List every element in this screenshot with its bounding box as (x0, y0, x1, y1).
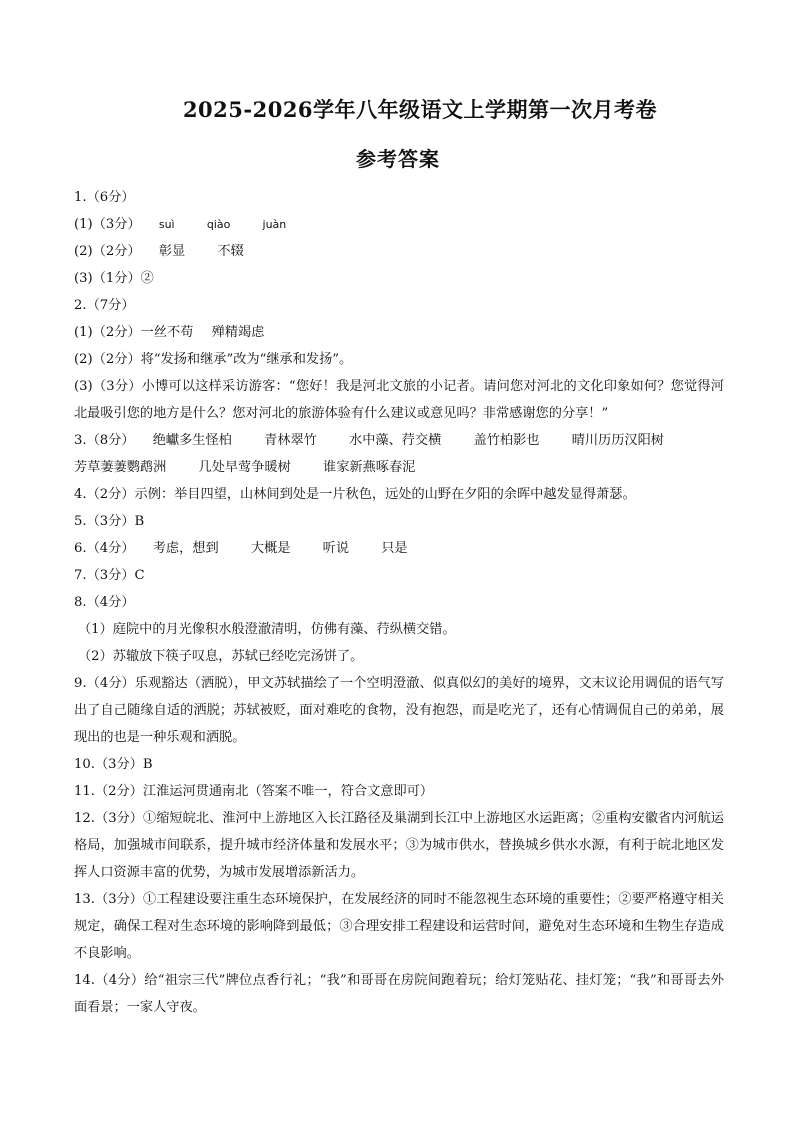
q1-part2-answer-1: 彰显 (158, 244, 186, 259)
q3-answer-2: 青林翠竹 (264, 433, 317, 448)
q8-part2: （2）苏辙放下筷子叹息，苏轼已经吃完汤饼了。 (78, 649, 364, 664)
q6-answer-4: 只是 (381, 541, 408, 556)
q1-part2-label: (2)（2分） (74, 244, 141, 259)
q2-part2: (2)（2分）将“发扬和继承”改为“继承和发扬”。 (74, 352, 353, 367)
q3-answer-6: 芳草萋萋鹦鹉洲 (74, 460, 167, 475)
q3-answer-1: 绝巘多生怪柏 (152, 433, 232, 448)
q10-answer: 10.（3分）B (74, 757, 153, 772)
q1-pinyin-1: suì (158, 218, 175, 231)
answer-list (74, 184, 724, 1021)
q1-heading: 1.（6分） (74, 190, 135, 205)
q3-answer-4: 盖竹柏影也 (473, 433, 540, 448)
q3-answer-7: 几处早莺争暖树 (198, 460, 291, 475)
q7-answer: 7.（3分）C (74, 568, 145, 583)
q1-part2-answer-2: 不辍 (217, 244, 244, 259)
q2-part1 (74, 319, 724, 346)
q2-heading: 2.（7分） (74, 298, 135, 313)
q8-part1: （1）庭院中的月光像积水般澄澈清明，仿佛有藻、荇纵横交错。 (78, 622, 456, 637)
q9-answer: 9.（4分）乐观豁达（洒脱），甲文苏轼描绘了一个空明澄澈、似真似幻的美好的境界，文末议论用调侃的语气写出了自己随缘自适的洒脱；苏轼被贬，面对难吃的食物，没有抱怨，而是吃光了，还有心情调侃自己的弟弟，展现出的也是一种乐观和洒脱。 (74, 676, 724, 745)
q6-heading: 6.（4分） (74, 541, 135, 556)
q6-answer-1: 考虑，想到 (152, 541, 219, 556)
page-subtitle: 参考答案 (356, 147, 440, 171)
q3-answer-3: 水中藻、荇交横 (349, 433, 442, 448)
q1-pinyin-3: juàn (262, 218, 287, 231)
q3-line-2 (74, 454, 724, 481)
q1-pinyin-2: qiào (206, 218, 231, 231)
q11-answer: 11.（2分）江淮运河贯通南北（答案不唯一，符合文意即可） (74, 784, 434, 799)
q2-part1-label: (1)（2分）一丝不苟 (74, 325, 194, 340)
q1-part3: (3)（1分）② (74, 271, 154, 286)
q1-part1 (74, 211, 724, 238)
q3-answer-5: 晴川历历汉阳树 (571, 433, 664, 448)
q8-heading: 8.（4分） (74, 595, 135, 610)
q6-answer-3: 听说 (322, 541, 350, 556)
q2-part1-answer-2: 殚精竭虑 (211, 325, 265, 340)
q4-answer: 4.（2分）示例：举目四望，山林间到处是一片秋色，远处的山野在夕阳的余晖中越发显得萧瑟。 (74, 487, 636, 502)
q3-answer-8: 谁家新燕啄春泥 (323, 460, 416, 475)
q1-part1-label: (1)（3分） (74, 217, 141, 232)
page-title: 2025-2026学年八年级语文上学期第一次月考卷 (182, 97, 658, 122)
q12-answer: 12.（3分）①缩短皖北、淮河中上游地区入长江路径及巢湖到长江中上游地区水运距离；②重构安徽省内河航运格局，加强城市间联系，提升城市经济体量和发展水平；③为城市供水，替换城乡供水水源，有利于皖北地区发挥人口资源丰富的优势，为城市发展增添新活力。 (74, 811, 724, 880)
q14-answer: 14.（4分）给“祖宗三代”牌位点香行礼；“我”和哥哥在房院间跑着玩；给灯笼贴花、挂灯笼；“我”和哥哥去外面看景；一家人守夜。 (74, 973, 724, 1015)
q3-line-1 (74, 427, 724, 454)
q5-answer: 5.（3分）B (74, 514, 145, 529)
q6-line (74, 535, 724, 562)
q3-heading: 3.（8分） (74, 433, 135, 448)
q13-answer: 13.（3分）①工程建设要注重生态环境保护，在发展经济的同时不能忽视生态环境的重要性；②要严格遵守相关规定，确保工程对生态环境的影响降到最低；③合理安排工程建设和运营时间，避免对生态环境和生物生存造成不良影响。 (74, 892, 724, 961)
q6-answer-2: 大概是 (250, 541, 291, 556)
q2-part3: (3)（3分）小博可以这样采访游客：“您好！我是河北文旅的小记者。请问您对河北的文化印象如何？您觉得河北最吸引您的地方是什么？您对河北的旅游体验有什么建议或意见吗？非常感谢您的分享！” (74, 379, 724, 421)
q1-part2 (74, 238, 724, 265)
